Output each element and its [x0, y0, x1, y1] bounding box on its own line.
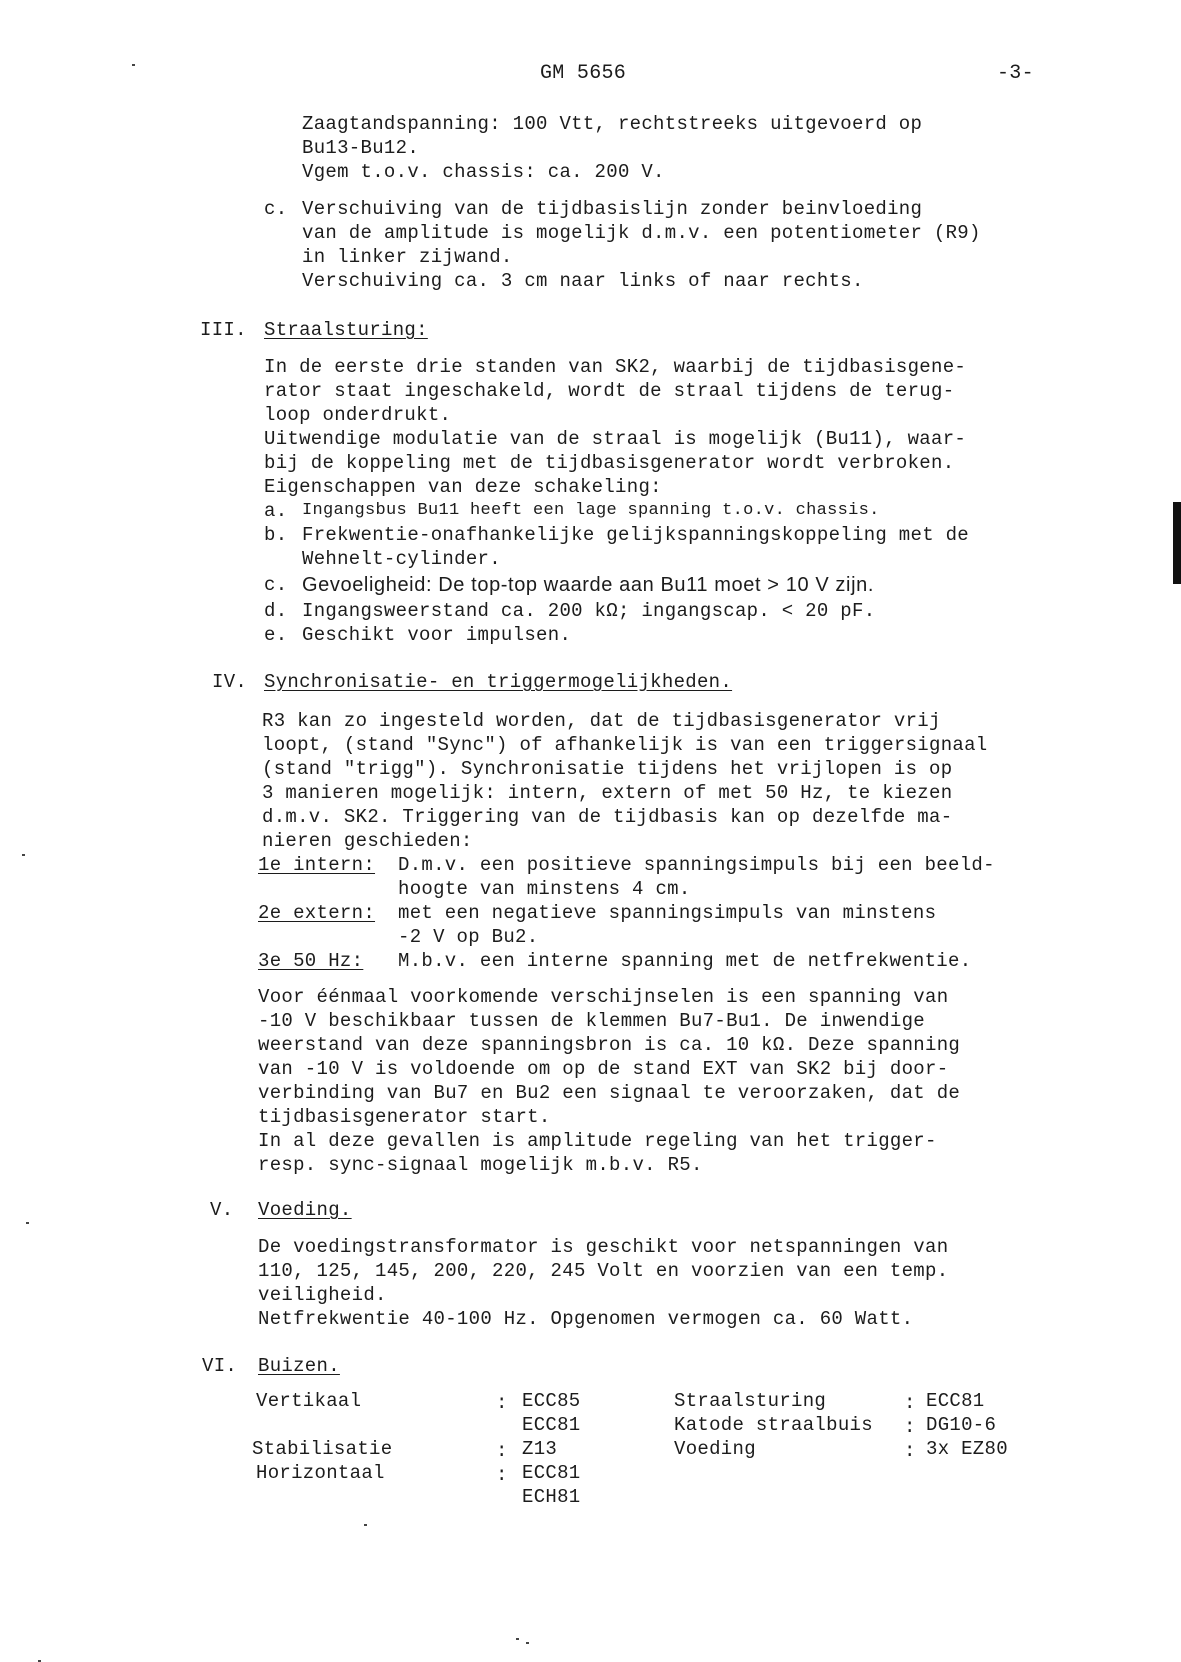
body-line: nieren geschieden:: [262, 830, 473, 852]
tube-value: DG10-6: [926, 1414, 997, 1436]
body-line: (stand "trigg"). Synchronisatie tijdens het vrijlopen is op: [262, 758, 953, 780]
section-title: Voeding.: [258, 1199, 352, 1221]
body-line: Wehnelt-cylinder.: [302, 548, 501, 570]
mode-label: 3e 50 Hz:: [258, 950, 364, 972]
document-model-header: GM 5656: [540, 62, 627, 85]
body-line: met een negatieve spanningsimpuls van minstens: [398, 902, 937, 924]
item-letter: c.: [264, 198, 288, 220]
tube-separator: :: [496, 1464, 508, 1486]
body-line: Gevoeligheid: De top-top waarde aan Bu11 moet > 10 V zijn.: [302, 574, 874, 596]
body-line: In al deze gevallen is amplitude regeling van het trigger-: [258, 1130, 937, 1152]
body-line: R3 kan zo ingesteld worden, dat de tijdbasisgenerator vrij: [262, 710, 941, 732]
tube-label: Vertikaal: [256, 1390, 362, 1412]
body-line: Ingangsweerstand ca. 200 kΩ; ingangscap. < 20 pF.: [302, 600, 876, 622]
body-line: bij de koppeling met de tijdbasisgenerator wordt verbroken.: [264, 452, 955, 474]
body-line: weerstand van deze spanningsbron is ca. 10 kΩ. Deze spanning: [258, 1034, 961, 1056]
scan-speck: [364, 1524, 367, 1526]
scan-edge-mark: [1173, 502, 1181, 584]
section-numeral: III.: [200, 319, 247, 341]
body-line: Uitwendige modulatie van de straal is mogelijk (Bu11), waar-: [264, 428, 967, 450]
body-line: hoogte van minstens 4 cm.: [398, 878, 691, 900]
body-line: D.m.v. een positieve spanningsimpuls bij een beeld-: [398, 854, 995, 876]
item-letter: c.: [264, 574, 288, 596]
item-letter: b.: [264, 524, 288, 546]
scan-speck: [516, 1638, 519, 1640]
item-letter: a.: [264, 500, 288, 522]
body-line: verbinding van Bu7 en Bu2 een signaal te veroorzaken, dat de: [258, 1082, 961, 1104]
page-number: -3-: [997, 62, 1034, 85]
tube-value: ECH81: [522, 1486, 581, 1508]
item-letter: d.: [264, 600, 288, 622]
tube-label: Stabilisatie: [252, 1438, 393, 1460]
body-line: d.m.v. SK2. Triggering van de tijdbasis kan op dezelfde ma-: [262, 806, 953, 828]
tube-separator: :: [904, 1416, 916, 1438]
section-numeral: IV.: [212, 671, 248, 693]
scan-speck: [22, 854, 25, 856]
body-line: Zaagtandspanning: 100 Vtt, rechtstreeks uitgevoerd op: [302, 113, 923, 135]
body-line: -2 V op Bu2.: [398, 926, 539, 948]
tube-label: Straalsturing: [674, 1390, 827, 1412]
section-title: Buizen.: [258, 1355, 340, 1377]
body-line: Bu13-Bu12.: [302, 137, 420, 159]
mode-label: 2e extern:: [258, 902, 376, 924]
body-line: rator staat ingeschakeld, wordt de straal tijdens de terug-: [264, 380, 955, 402]
body-line: resp. sync-signaal mogelijk m.b.v. R5.: [258, 1154, 703, 1176]
tube-separator: :: [496, 1392, 508, 1414]
mode-label: 1e intern:: [258, 854, 376, 876]
body-line: Voor éénmaal voorkomende verschijnselen is een spanning van: [258, 986, 949, 1008]
item-letter: e.: [264, 624, 288, 646]
section-title: Straalsturing:: [264, 319, 428, 341]
tube-value: ECC85: [522, 1390, 581, 1412]
tube-value: 3x EZ80: [926, 1438, 1008, 1460]
body-line: loop onderdrukt.: [264, 404, 452, 426]
scan-speck: [526, 1642, 529, 1644]
body-line: Eigenschappen van deze schakeling:: [264, 476, 662, 498]
body-line: tijdbasisgenerator start.: [258, 1106, 551, 1128]
body-line: in linker zijwand.: [302, 246, 513, 268]
body-line: Netfrekwentie 40-100 Hz. Opgenomen vermogen ca. 60 Watt.: [258, 1308, 914, 1330]
body-line: Verschuiving van de tijdbasislijn zonder beinvloeding: [302, 198, 923, 220]
tube-separator: :: [496, 1440, 508, 1462]
section-numeral: VI.: [202, 1355, 238, 1377]
body-line: Verschuiving ca. 3 cm naar links of naar rechts.: [302, 270, 864, 292]
body-line: In de eerste drie standen van SK2, waarbij de tijdbasisgene-: [264, 356, 967, 378]
body-line: veiligheid.: [258, 1284, 387, 1306]
section-title: Synchronisatie- en triggermogelijkheden.: [264, 671, 733, 693]
body-line: van de amplitude is mogelijk d.m.v. een potentiometer (R9): [302, 222, 981, 244]
body-line: -10 V beschikbaar tussen de klemmen Bu7-Bu1. De inwendige: [258, 1010, 926, 1032]
body-line: Vgem t.o.v. chassis: ca. 200 V.: [302, 161, 665, 183]
tube-value: Z13: [522, 1438, 558, 1460]
body-line: 3 manieren mogelijk: intern, extern of met 50 Hz, te kiezen: [262, 782, 953, 804]
body-line: Ingangsbus Bu11 heeft een lage spanning t.o.v. chassis.: [302, 501, 880, 520]
tube-value: ECC81: [522, 1462, 581, 1484]
scan-speck: [26, 1222, 29, 1224]
section-numeral: V.: [210, 1199, 234, 1221]
tube-separator: :: [904, 1440, 916, 1462]
tube-value: ECC81: [926, 1390, 985, 1412]
tube-label: Horizontaal: [256, 1462, 385, 1484]
tube-value: ECC81: [522, 1414, 581, 1436]
tube-label: Voeding: [674, 1438, 756, 1460]
body-line: loopt, (stand "Sync") of afhankelijk is van een triggersignaal: [262, 734, 988, 756]
tube-label: Katode straalbuis: [674, 1414, 873, 1436]
body-line: De voedingstransformator is geschikt voor netspanningen van: [258, 1236, 949, 1258]
scan-speck: [132, 64, 135, 66]
body-line: 110, 125, 145, 200, 220, 245 Volt en voorzien van een temp.: [258, 1260, 949, 1282]
body-line: M.b.v. een interne spanning met de netfrekwentie.: [398, 950, 972, 972]
body-line: van -10 V is voldoende om op de stand EXT van SK2 bij door-: [258, 1058, 949, 1080]
tube-separator: :: [904, 1392, 916, 1414]
body-line: Geschikt voor impulsen.: [302, 624, 572, 646]
body-line: Frekwentie-onafhankelijke gelijkspanningskoppeling met de: [302, 524, 970, 546]
